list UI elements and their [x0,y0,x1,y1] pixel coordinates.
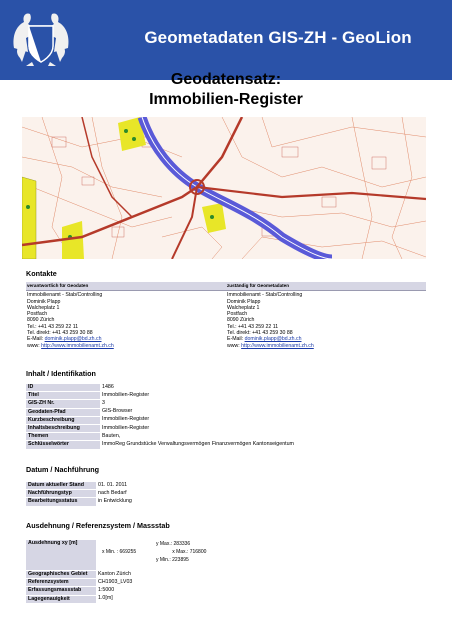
row-key: Bearbeitungsstatus [26,498,96,506]
row-value: CH1903_LV03 [96,579,240,587]
extent-xmin: x Min. : 669255 [102,549,137,555]
row-value: 01. 01. 2011 [96,482,134,490]
row-value: Immobilien-Register [100,425,426,433]
contact-header-left: verantwortlich für Geodaten [26,282,226,291]
table-row [26,392,426,400]
email-link[interactable]: dominik.plapp@bd.zh.ch [244,336,302,343]
website-link[interactable]: http://www.immobilienamt.zh.ch [41,342,114,349]
row-key: Nachführungstyp [26,490,96,498]
row-key: ID [26,384,100,392]
contact-line: Dominik Plapp [27,298,61,305]
table-row [26,595,240,603]
table-row [26,433,426,441]
contact-left [26,291,226,350]
table-row [26,540,240,571]
row-key: Schlüsselwörter [26,441,100,449]
contact-line: Walcheplatz 1 [27,304,60,311]
contact-line: Postfach [227,311,248,318]
table-row [26,400,426,408]
table-row [26,571,240,579]
section-heading-kontakte: Kontakte [26,269,57,278]
contact-line: Walcheplatz 1 [227,304,260,311]
row-value: nach Bedarf [96,490,134,498]
email-link[interactable]: dominik.plapp@bd.zh.ch [44,336,102,343]
table-row [26,441,426,449]
table-row [26,482,134,490]
section-heading-datum: Datum / Nachführung [26,465,100,474]
website-link[interactable]: http://www.immobilienamt.zh.ch [241,342,314,349]
row-value: 3 [100,400,426,408]
contact-line: Dominik Plapp [227,298,261,305]
contact-right [226,291,426,350]
table-row [26,490,134,498]
contact-line: Tel.: +41 43 259 22 11 [227,323,279,330]
row-key: Themen [26,433,100,441]
section-heading-ausdehnung: Ausdehnung / Referenzsystem / Massstab [26,521,170,530]
row-value: GIS-Browser [100,408,426,416]
row-key: Lagegenauigkeit [26,595,96,603]
header-bar [0,0,452,80]
contact-line: 8090 Zürich [227,317,255,324]
row-value: Kanton Zürich [96,571,240,579]
row-value: in Entwicklung [96,498,134,506]
table-row [26,408,426,416]
row-value: 1:5000 [96,587,240,595]
table-row [26,579,240,587]
section-heading-inhalt: Inhalt / Identifikation [26,369,96,378]
contact-line: Immobilienamt - Stab/Controlling [227,292,303,299]
row-value: 1486 [100,384,426,392]
row-key: GIS-ZH Nr. [26,400,100,408]
table-row [26,416,426,424]
table-row [26,587,240,595]
table-row [26,498,134,506]
contact-www-row [227,343,425,349]
map-thumbnail [22,117,426,259]
identification-table [26,384,426,450]
extent-table [26,540,240,604]
row-value: ImmoReg Grundstücke Verwaltungsvermögen Finanzvermögen Kantonseigentum [100,441,426,449]
row-value: Bauten, [100,433,426,441]
extent-x-row [98,548,238,556]
extent-xmax: x Max.: 716800 [172,549,207,555]
extent-ymin: y Min.: 223895 [156,557,189,563]
row-value: 1.0[m] [96,595,240,603]
row-key: Datum aktueller Stand [26,482,96,490]
row-value: Immobilien-Register [100,392,426,400]
contact-line: Tel. direkt: +41 43 259 30 88 [27,330,93,337]
contact-line: Postfach [27,311,48,318]
page-title-line1: Geodatensatz: [170,71,282,88]
contact-www-row [27,343,225,349]
header-title: Geometadaten GIS-ZH - GeoLion [144,28,412,47]
contact-line: 8090 Zürich [27,317,55,324]
row-key: Referenzsystem [26,579,96,587]
extent-ymax: y Max.: 283336 [156,541,191,547]
row-key: Geodaten-Pfad [26,408,100,416]
row-key: Titel [26,392,100,400]
www-label: www: [227,342,242,349]
table-row [26,384,426,392]
table-row [26,425,426,433]
page-title-line2: Immobilien-Register [149,91,303,108]
row-key: Geographisches Gebiet [26,571,96,579]
row-key: Ausdehnung xy [m] [26,540,96,571]
contact-header-right: zuständig für Geometadaten [226,282,426,291]
zurich-coat-of-arms-icon [10,8,72,70]
contacts-table [26,282,426,350]
date-table [26,482,134,507]
contact-line: Immobilienamt - Stab/Controlling [27,292,103,299]
email-label: E-Mail: [227,336,245,343]
row-value: Immobilien-Register [100,416,426,424]
contact-line: Tel.: +41 43 259 22 11 [27,323,79,330]
email-label: E-Mail: [27,336,45,343]
extent-values [96,540,240,571]
page-title [0,70,452,110]
www-label: www: [27,342,42,349]
row-key: Inhaltsbeschreibung [26,425,100,433]
row-key: Kurzbeschreibung [26,416,100,424]
contact-line: Tel. direkt: +41 43 259 30 88 [227,330,293,337]
row-key: Erfassungsmassstab [26,587,96,595]
